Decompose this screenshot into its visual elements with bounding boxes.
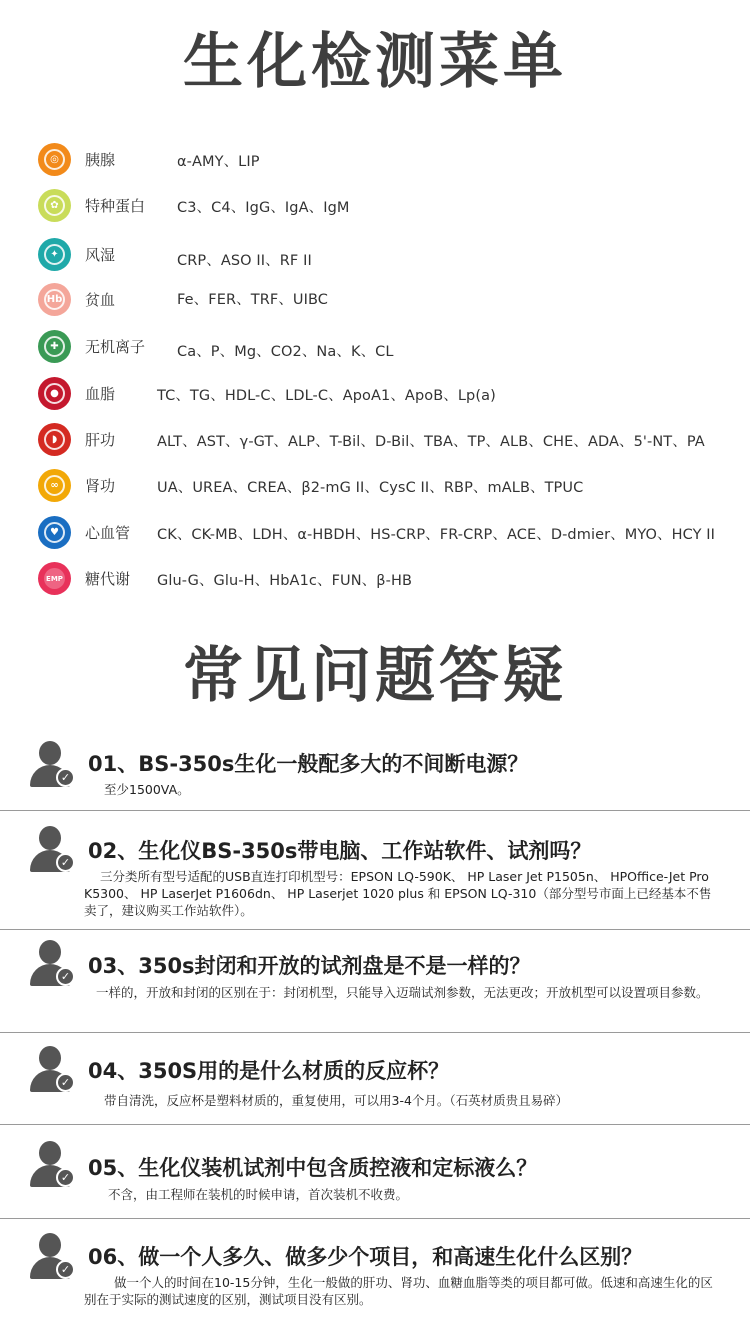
icon-glyph: ✦ [44,244,65,265]
faq-answer: 三分类所有型号适配的USB直连打印机型号：EPSON LQ-590K、 HP Laser Jet P1505n、 HPOffice-Jet Pro K5300、 HP LaserJet P1606dn、 HP Laserjet 1020 plus 和 EPSON LQ-310（部分型号市面上已经基本不售卖了，建议购买工作站软件）。 [84,869,712,918]
menu-row [38,423,738,457]
blood-drop-icon [38,377,71,410]
icon-glyph: ∞ [44,475,65,496]
menu-category-name: 无机离子 [85,338,146,356]
faq-question: 05、生化仪装机试剂中包含质控液和定标液么？ [88,1156,538,1180]
menu-category-name: 心血管 [85,524,131,542]
icon-glyph: Hb [44,289,65,310]
user-check-icon: ✓ [30,1046,76,1094]
menu-row [38,330,738,364]
user-check-icon: ✓ [30,741,76,789]
menu-category-name: 贫血 [85,291,116,309]
icon-glyph: EMP [44,568,65,589]
menu-category-items: TC、TG、HDL-C、LDL-C、ApoA1、ApoB、Lp(a) [157,388,496,404]
menu-category-items: CRP、ASO II、RF II [177,253,312,269]
faq-answer: 不含，由工程师在装机的时候申请，首次装机不收费。 [108,1187,409,1202]
rheumatism-icon [38,238,71,271]
faq-answer: 做一个人的时间在10-15分钟，生化一般做的肝功、肾功、血糖血脂等类的项目都可做。低速和高速生化的区别在于实际的测试速度的区别，测试项目没有区别。 [84,1275,713,1307]
faq-question: 03、350s封闭和开放的试剂盘是不是一样的？ [88,954,531,978]
faq-divider [0,1032,750,1033]
menu-category-name: 风湿 [85,246,116,264]
menu-row [38,238,738,272]
menu-category-items: ALT、AST、γ-GT、ALP、T-Bil、D-Bil、TBA、TP、ALB、CHE、ADA、5'-NT、PA [157,434,705,450]
liver-icon [38,423,71,456]
menu-category-items: Glu-G、Glu-H、HbA1c、FUN、β-HB [157,573,413,589]
icon-glyph: ● [44,383,65,404]
icon-glyph: ✚ [44,336,65,357]
faq-answer: 带自清洗，反应杯是塑料材质的，重复使用，可以用3-4个月。（石英材质贵且易碎） [104,1093,569,1108]
icon-glyph: ◎ [44,149,65,170]
menu-category-name: 胰腺 [85,151,116,169]
kidney-icon [38,469,71,502]
faq-question: 06、做一个人多久、做多少个项目，和高速生化什么区别？ [88,1245,643,1269]
faq-answer: 一样的，开放和封闭的区别在于：封闭机型，只能导入迈瑞试剂参数，无法更改；开放机型可以设置项目参数。 [96,985,709,1000]
menu-category-items: C3、C4、IgG、IgA、IgM [177,200,350,216]
faq-question: 04、350S用的是什么材质的反应杯？ [88,1059,450,1083]
faq-question: 01、BS-350s生化一般配多大的不间断电源？ [88,752,529,776]
menu-category-items: UA、UREA、CREA、β2-mG II、CysC II、RBP、mALB、TPUC [157,480,584,496]
menu-category-name: 肾功 [85,477,116,495]
menu-title: 生化检测菜单 [183,27,567,97]
faq-question: 02、生化仪BS-350s带电脑、工作站软件、试剂吗？ [88,839,592,863]
icon-glyph: ◗ [44,429,65,450]
menu-category-items: Fe、FER、TRF、UIBC [177,292,329,308]
ion-icon [38,330,71,363]
menu-row [38,469,738,503]
menu-row [38,143,738,177]
user-check-icon: ✓ [30,1141,76,1189]
icon-glyph: ✿ [44,195,65,216]
faq-divider [0,810,750,811]
hb-icon [38,283,71,316]
menu-category-name: 特种蛋白 [85,197,146,215]
user-check-icon: ✓ [30,1233,76,1281]
menu-category-name: 糖代谢 [85,570,131,588]
menu-row [38,562,738,596]
heart-icon [38,516,71,549]
menu-category-items: CK、CK-MB、LDH、α-HBDH、HS-CRP、FR-CRP、ACE、D-dmier、MYO、HCY II [157,527,716,543]
faq-answer: 至少1500VA。 [104,782,190,797]
menu-row [38,377,738,411]
icon-glyph: ♥ [44,522,65,543]
faq-title: 常见问题答疑 [183,641,567,711]
menu-category-name: 肝功 [85,431,116,449]
menu-row [38,283,738,317]
user-check-icon: ✓ [30,826,76,874]
faq-divider [0,1218,750,1219]
faq-divider [0,1124,750,1125]
menu-row [38,189,738,223]
menu-category-items: Ca、P、Mg、CO2、Na、K、CL [177,344,394,360]
menu-category-items: α-AMY、LIP [177,154,260,170]
user-check-icon: ✓ [30,940,76,988]
menu-category-name: 血脂 [85,385,116,403]
faq-divider [0,929,750,930]
pancreas-icon [38,143,71,176]
protein-icon [38,189,71,222]
menu-row [38,516,738,550]
emp-icon [38,562,71,595]
